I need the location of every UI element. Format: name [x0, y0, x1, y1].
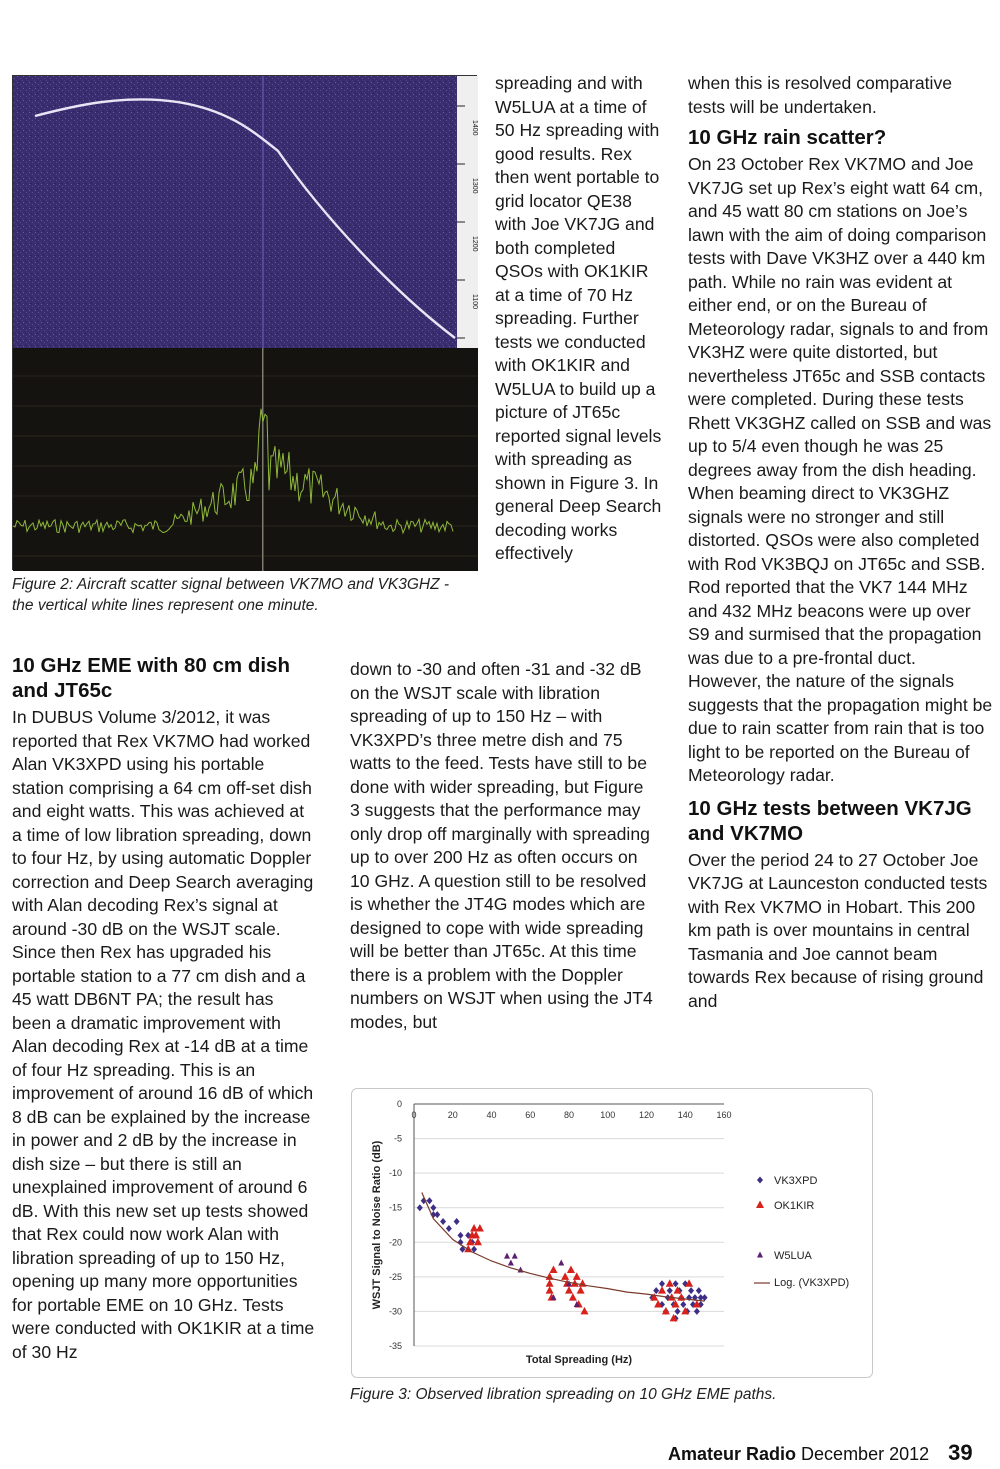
data-point-ok1kir	[550, 1265, 558, 1273]
legend-swatch	[757, 1252, 763, 1258]
data-point-ok1kir	[561, 1272, 569, 1280]
data-point-vk3xpd	[675, 1308, 681, 1315]
data-point-vk3xpd	[446, 1225, 452, 1232]
scale-label: 1200	[471, 236, 478, 252]
scale-label: 1300	[471, 178, 478, 194]
body-text: down to -30 and often -31 and -32 dB on the WSJT scale with libration spreading of up to 150 Hz – with VK3XPD’s three metre dish and 75 watts to the feed. Tests have still to be done with wider spreading, but Figure 3 suggests that the performance may only drop off marginally with spreading up to over 200 Hz as often occurs on 10 GHz. A question still to be resolved is whether the JT4G modes which are designed to cope with wide spreading will be better than JT65c. At this time there is a problem with the Doppler numbers on WSJT when using the JT4 modes, but	[350, 659, 653, 1032]
minute-line-spectrum	[262, 348, 264, 571]
body-text: In DUBUS Volume 3/2012, it was reported that Rex VK7MO had worked Alan VK3XPD using his portable station comprising a 64 cm off-set dish and eight watts. This was achieved at a time of low libration spreading, down to four Hz, by using automatic Doppler correction and Deep Search averaging with Alan decoding Rex’s signal at around -30 dB on the WSJT scale. Since then Rex has upgraded his portable station to a 77 cm dish and a 45 watt DB6NT PA; the result has been a dramatic improvement with Alan decoding Rex at -14 dB at a time of four Hz spreading. This is an improvement of around 16 dB of which 8 dB can be explained by the increase in power and 2 dB by the increase in dish size – but there is still an unexplained improvement of around 6 dB. With this new set up tests showed that Rex could now work Alan with libration spreading of up to 150 Hz, opening up many more opportunities for portable EME on 10 GHz. Tests were conducted with OK1KIR at a time of 30 Hz	[12, 707, 315, 1362]
data-point-ok1kir	[569, 1293, 577, 1301]
data-point-vk3xpd	[417, 1204, 423, 1211]
scale-label: 1100	[471, 294, 478, 310]
data-point-ok1kir	[476, 1224, 484, 1232]
x-tick-label: 100	[600, 1110, 616, 1120]
x-tick-label: 40	[486, 1110, 497, 1120]
data-point-ok1kir	[666, 1279, 674, 1287]
x-tick-label: 140	[677, 1110, 693, 1120]
data-point-ok1kir	[581, 1307, 589, 1315]
data-point-vk3xpd	[696, 1287, 702, 1294]
data-point-vk3xpd	[440, 1218, 446, 1225]
data-point-ok1kir	[567, 1265, 575, 1273]
section-heading-rain-scatter: 10 GHz rain scatter?	[688, 126, 887, 149]
y-tick-label: -25	[388, 1271, 402, 1282]
section-heading-eme-80cm: 10 GHz EME with 80 cm dish and JT65c	[12, 654, 290, 702]
data-point-ok1kir	[573, 1272, 581, 1280]
y-tick-label: -20	[388, 1237, 402, 1248]
legend-label: OK1KIR	[774, 1200, 815, 1212]
x-tick-label: 80	[563, 1110, 575, 1120]
data-point-vk3xpd	[458, 1232, 464, 1239]
data-point-ok1kir	[546, 1279, 554, 1287]
y-tick-label: -35	[388, 1341, 402, 1351]
data-point-ok1kir	[662, 1307, 670, 1315]
data-point-ok1kir	[658, 1286, 666, 1294]
figure-2-image	[12, 75, 477, 570]
data-point-vk3xpd	[427, 1197, 433, 1204]
issue-date: December 2012	[801, 1444, 930, 1464]
column-right	[688, 72, 993, 1013]
x-tick-label: 120	[638, 1110, 655, 1120]
data-point-w5lua	[512, 1253, 518, 1259]
data-point-ok1kir	[577, 1286, 585, 1294]
y-tick-label: -5	[393, 1133, 402, 1144]
y-axis-label: WSJT Signal to Noise Ratio (dB)	[371, 1140, 383, 1310]
magazine-name: Amateur Radio	[668, 1444, 797, 1464]
x-tick-label: 0	[411, 1110, 417, 1120]
data-point-vk3xpd	[702, 1294, 708, 1301]
column-middle-top	[495, 72, 663, 566]
data-point-vk3xpd	[680, 1301, 686, 1308]
data-point-ok1kir	[546, 1286, 554, 1294]
figure-2-caption: Figure 2: Aircraft scatter signal between VK7MO and VK3GHZ - the vertical white lines represent one minute.	[12, 576, 450, 614]
data-point-w5lua	[508, 1260, 514, 1266]
body-text: Over the period 24 to 27 October Joe VK7JG at Launceston conducted tests with Rex VK7MO in Hobart. This 200 km path is over mountains in central Tasmania and Joe cannot beam towards Rex because of rising ground and	[688, 849, 988, 1011]
aircraft-scatter-waterfall	[13, 76, 478, 571]
legend-swatch	[756, 1201, 764, 1209]
legend-label: VK3XPD	[774, 1175, 818, 1187]
data-point-ok1kir	[474, 1238, 482, 1246]
y-tick-label: -15	[388, 1202, 402, 1213]
body-text: when this is resolved comparative tests will be undertaken.	[688, 73, 953, 117]
column-middle-bottom	[350, 658, 658, 1034]
data-point-w5lua	[558, 1260, 564, 1266]
waterfall-panel	[13, 76, 478, 348]
scale-label: 1400	[471, 120, 478, 136]
body-text: On 23 October Rex VK7MO and Joe VK7JG set up Rex’s eight watt 64 cm, and 45 watt 80 cm stations on Joe’s lawn with the aim of doing comparison tests with Dave VK3HZ over a 440 km path. While no rain was evident at either end, or on the Bureau of Meteorology radar, signals to and from VK3HZ were quite distorted, but nevertheless JT65c and SSB contacts were completed. During these tests Rhett VK3GHZ called on SSB and was up to 5/4 even though he was 25 degrees away from the dish heading. When beaming direct to VK3GHZ signals were no stronger and still distorted. QSOs were also completed with Rod VK3BQJ on JT65c and SSB. Rod reported that the VK7 144 MHz and 432 MHz beacons were up over S9 and surmised that the propagation was due to a pre-frontal duct. However, the nature of the signals suggests that the propagation might be due to rain scatter from rain that is too light to be reported on the Bureau of Meteorology radar.	[688, 154, 993, 785]
y-tick-label: -10	[388, 1168, 402, 1179]
y-tick-label: -30	[388, 1306, 402, 1317]
legend-label: Log. (VK3XPD)	[774, 1277, 850, 1289]
data-point-vk3xpd	[454, 1218, 460, 1225]
data-point-vk3xpd	[694, 1308, 700, 1315]
data-point-vk3xpd	[434, 1211, 440, 1218]
data-point-ok1kir	[565, 1286, 573, 1294]
x-axis-label: Total Spreading (Hz)	[525, 1354, 633, 1366]
column-left	[12, 651, 317, 1364]
figure-3-caption: Figure 3: Observed libration spreading on 10 GHz EME paths.	[350, 1386, 777, 1403]
figure-3-chart	[351, 1088, 873, 1378]
page-number: 39	[948, 1440, 973, 1465]
data-point-vk3xpd	[653, 1287, 659, 1294]
legend-swatch	[757, 1177, 763, 1184]
y-tick-label: 0	[396, 1099, 402, 1109]
x-tick-label: 20	[447, 1110, 458, 1120]
minute-line	[262, 76, 264, 348]
x-tick-label: 60	[525, 1110, 536, 1120]
body-text: spreading and with W5LUA at a time of 50 Hz spreading with good results. Rex then went portable to grid locator QE38 with Joe VK7JG and both completed QSOs with OK1KIR at a time of 70 Hz spreading. Further tests we conducted with OK1KIR and W5LUA to build up a picture of JT65c reported signal levels with spreading as shown in Figure 3. In general Deep Search decoding works effectively	[495, 73, 662, 563]
libration-spreading-chart	[352, 1089, 874, 1379]
page-footer	[668, 1440, 973, 1466]
x-tick-label: 160	[716, 1110, 732, 1120]
data-point-vk3xpd	[430, 1204, 436, 1211]
legend-label: W5LUA	[774, 1250, 812, 1262]
section-heading-vk7jg-vk7mo: 10 GHz tests between VK7JG and VK7MO	[688, 796, 972, 845]
data-point-vk3xpd	[688, 1287, 694, 1294]
data-point-vk3xpd	[667, 1287, 673, 1294]
data-point-w5lua	[504, 1253, 510, 1259]
data-point-vk3xpd	[673, 1280, 679, 1287]
spectrum-panel	[13, 348, 478, 571]
